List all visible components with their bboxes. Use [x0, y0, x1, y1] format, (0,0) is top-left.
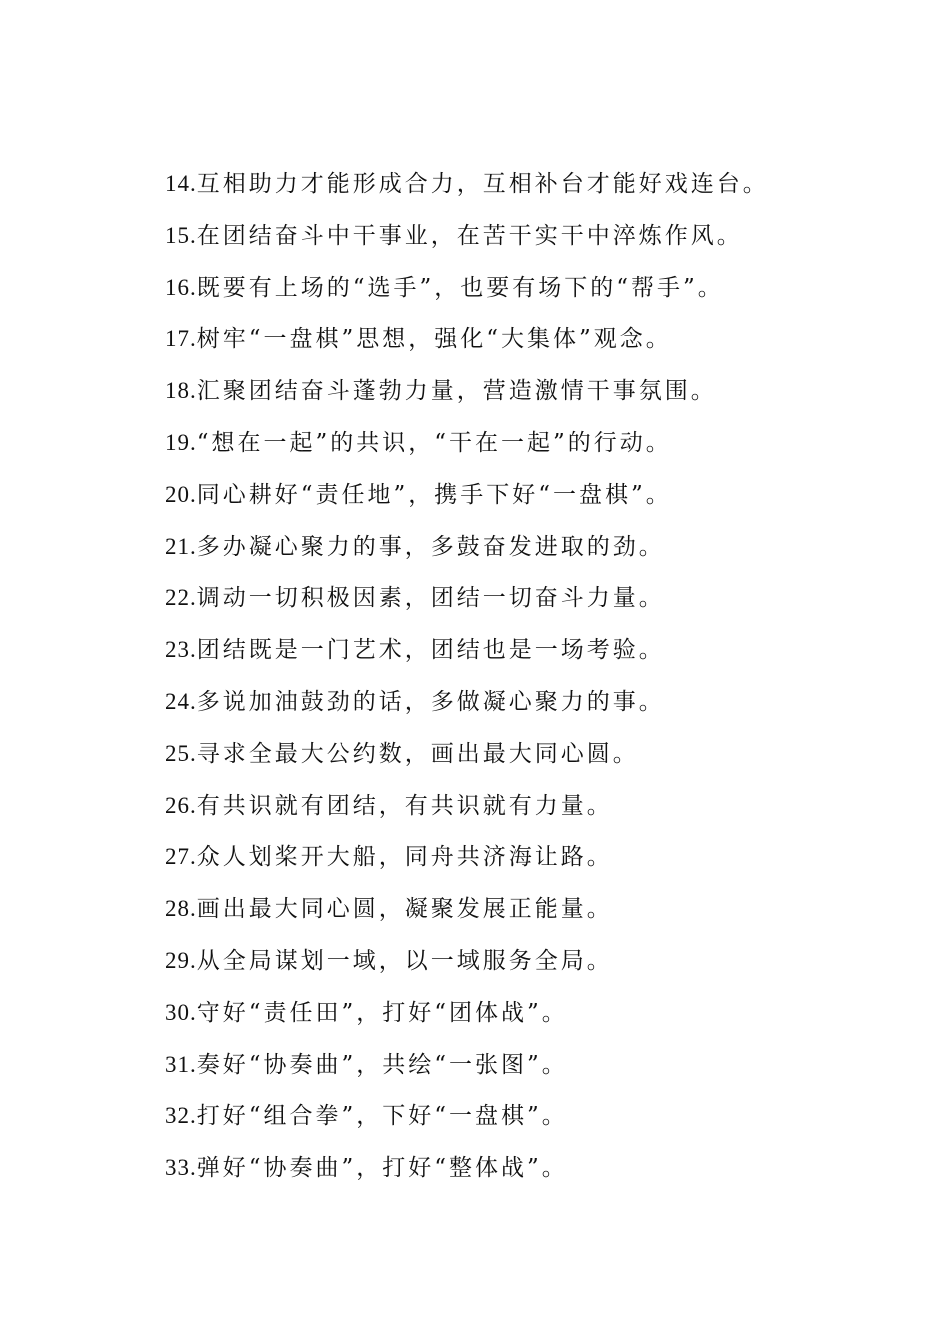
item-number: 19.	[165, 429, 197, 455]
list-item	[165, 987, 805, 1039]
item-text: 调动一切积极因素，团结一切奋斗力量。	[196, 585, 665, 612]
item-text: 打好“组合拳”，下好“一盘棋”。	[196, 1103, 568, 1130]
item-text: 奏好“协奏曲”，共绘“一张图”。	[196, 1051, 568, 1078]
list-item	[165, 1142, 805, 1194]
item-text: 众人划桨开大船，同舟共济海让路。	[196, 844, 613, 871]
item-text: 画出最大同心圆，凝聚发展正能量。	[196, 896, 613, 923]
item-number: 18.	[165, 378, 197, 404]
item-number: 30.	[165, 999, 197, 1025]
item-text: 弹好“协奏曲”，打好“整体战”。	[196, 1155, 568, 1182]
item-number: 15.	[165, 222, 197, 248]
list-item	[165, 417, 805, 469]
list-item	[165, 313, 805, 365]
list-item	[165, 365, 805, 417]
list-item	[165, 262, 805, 314]
item-text: “想在一起”的共识，“干在一起”的行动。	[196, 429, 672, 456]
item-text: 守好“责任田”，打好“团体战”。	[196, 999, 568, 1026]
list-item	[165, 935, 805, 987]
item-number: 17.	[165, 326, 197, 352]
list-item	[165, 521, 805, 573]
item-text: 同心耕好“责任地”，携手下好“一盘棋”。	[196, 481, 672, 508]
item-number: 26.	[165, 792, 197, 818]
list-item	[165, 572, 805, 624]
item-number: 31.	[165, 1051, 197, 1077]
item-number: 23.	[165, 637, 197, 663]
item-text: 既要有上场的“选手”，也要有场下的“帮手”。	[196, 274, 724, 301]
list-item	[165, 780, 805, 832]
item-number: 29.	[165, 947, 197, 973]
item-number: 25.	[165, 740, 197, 766]
item-text: 有共识就有团结，有共识就有力量。	[196, 792, 613, 819]
list-item	[165, 1090, 805, 1142]
list-item	[165, 676, 805, 728]
item-text: 汇聚团结奋斗蓬勃力量，营造激情干事氛围。	[196, 378, 717, 405]
slogan-list	[165, 158, 805, 1194]
item-number: 22.	[165, 585, 197, 611]
item-text: 团结既是一门艺术，团结也是一场考验。	[196, 637, 665, 664]
item-number: 24.	[165, 688, 197, 714]
list-item	[165, 158, 805, 210]
item-text: 互相助力才能形成合力，互相补台才能好戏连台。	[196, 171, 769, 197]
list-item	[165, 831, 805, 883]
item-text: 寻求全最大公约数，画出最大同心圆。	[196, 740, 639, 767]
item-text: 树牢“一盘棋”思想，强化“大集体”观念。	[196, 326, 672, 353]
item-text: 多说加油鼓劲的话，多做凝心聚力的事。	[196, 688, 665, 715]
item-number: 28.	[165, 896, 197, 922]
item-number: 27.	[165, 844, 197, 870]
list-item	[165, 728, 805, 780]
item-number: 33.	[165, 1155, 197, 1181]
list-item	[165, 883, 805, 935]
item-text: 从全局谋划一域，以一域服务全局。	[196, 947, 613, 974]
list-item	[165, 1039, 805, 1091]
item-number: 14.	[165, 171, 197, 196]
item-number: 16.	[165, 274, 197, 300]
item-number: 21.	[165, 533, 197, 559]
list-item	[165, 469, 805, 521]
item-number: 32.	[165, 1103, 197, 1129]
item-text: 在团结奋斗中干事业，在苦干实干中淬炼作风。	[196, 222, 743, 249]
item-text: 多办凝心聚力的事，多鼓奋发进取的劲。	[196, 533, 665, 560]
list-item	[165, 624, 805, 676]
list-item	[165, 210, 805, 262]
item-number: 20.	[165, 481, 197, 507]
